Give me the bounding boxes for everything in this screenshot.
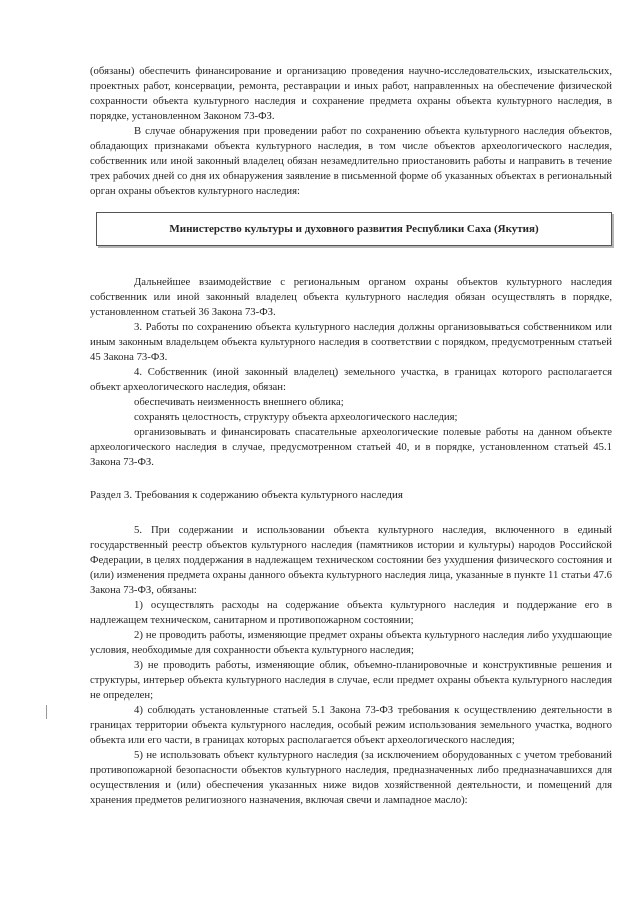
paragraph-discovery: В случае обнаружения при проведении работ по сохранению объекта культурного наследия объектов, обладающих признаками объекта культурного наследия, в том числе объектов археологического наследия, собственник или иной законный владелец обязан незамедлительно приостановить работы и направить в течение трех рабочих дней со дня их обнаружения заявление в письменной форме об указанных объектах в региональный орган охраны объектов культурного наследия:: [90, 125, 612, 197]
paragraph-interaction: Дальнейшее взаимодействие с региональным органом охраны объектов культурного наследия собственник или иной законный владелец объекта культурного наследия обязан осуществлять в порядке, установленном статьей 36 Закона 73-ФЗ.: [90, 276, 612, 318]
paragraph-5-5: 5) не использовать объект культурного наследия (за исключением оборудованных с учетом требований противопожарной безопасности объектов культурного наследия, предназначенных либо предназначавшихся для осуществления и (или) обеспечения указанных ниже видов хозяйственной деятельности, и помещений для хранения предметов религиозного назначения, включая свечи и лампадное масло):: [90, 749, 612, 806]
paragraph-4: 4. Собственник (иной законный владелец) земельного участка, в границах которого располагается объект археологического наследия, обязан:: [90, 366, 612, 393]
paragraph-5-3: 3) не проводить работы, изменяющие облик, объемно-планировочные и конструктивные решения и структуры, интерьер объекта культурного наследия в случае, если предмет охраны объекта культурного наследия не определен;: [90, 659, 612, 701]
paragraph-4-c: организовывать и финансировать спасательные археологические полевые работы на данном объекте археологического наследия в случае, предусмотренном статьей 40, и в порядке, установленном статьей 45.1 Закона 73-ФЗ.: [90, 426, 612, 468]
paragraph-3: 3. Работы по сохранению объекта культурного наследия должны организовываться собственником или иным законным владельцем объекта культурного наследия в соответствии с порядком, предусмотренным статьей 45 Закона 73-ФЗ.: [90, 321, 612, 363]
paragraph-5-1: 1) осуществлять расходы на содержание объекта культурного наследия и поддержание его в надлежащем техническом, санитарном и противопожарном состоянии;: [90, 599, 612, 626]
margin-mark: [46, 705, 47, 719]
paragraph-4-b: сохранять целостность, структуру объекта археологического наследия;: [134, 411, 458, 423]
paragraph-obligations: (обязаны) обеспечить финансирование и организацию проведения научно-исследовательских, изыскательских, проектных работ, консервации, ремонта, реставрации и иных работ, направленных на обеспечение физической сохранности объекта культурного наследия и сохранение предмета охраны объекта культурного наследия, в порядке, установленном Законом 73-ФЗ.: [90, 65, 612, 122]
section-3-heading: Раздел 3. Требования к содержанию объекта культурного наследия: [90, 489, 403, 501]
document-body: [90, 64, 612, 808]
paragraph-5: 5. При содержании и использовании объекта культурного наследия, включенного в единый государственный реестр объектов культурного наследия (памятников истории и культуры) народов Российской Федерации, в целях поддержания в надлежащем техническом состоянии без ухудшения физического состояния и (или) изменения предмета охраны данного объекта культурного наследия лица, указанные в пункте 11 статьи 47.6 Закона 73-ФЗ, обязаны:: [90, 524, 612, 596]
paragraph-5-4: 4) соблюдать установленные статьей 5.1 Закона 73-ФЗ требования к осуществлению деятельности в границах территории объекта культурного наследия, особый режим использования земельного участка, водного объекта или его части, в границах которых располагается объект археологического наследия;: [90, 704, 612, 746]
ministry-name: Министерство культуры и духовного развития Республики Саха (Якутия): [169, 222, 539, 235]
paragraph-5-2: 2) не проводить работы, изменяющие предмет охраны объекта культурного наследия либо ухудшающие условия, необходимые для сохранности объекта культурного наследия;: [90, 629, 612, 656]
paragraph-4-a: обеспечивать неизменность внешнего облика;: [134, 396, 344, 408]
ministry-box: [96, 212, 612, 246]
